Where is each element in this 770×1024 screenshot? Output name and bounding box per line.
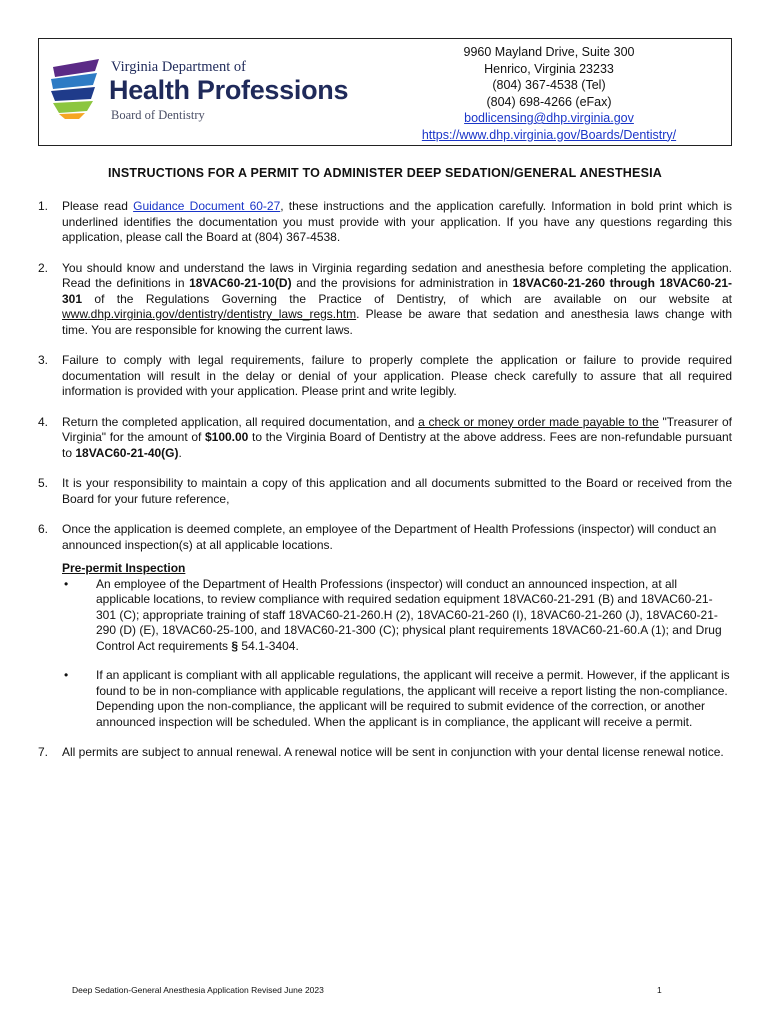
item-number: 5. [38,476,49,490]
contact-block [399,44,699,143]
item-text: It is your responsibility to maintain a copy of this application and all documents submitted to the Board or received from the Board for your future reference, [62,476,732,506]
page-number: 1 [657,985,662,995]
bullet-item [62,577,732,655]
footer-revision: Deep Sedation-General Anesthesia Application Revised June 2023 [72,985,324,995]
logo-department-text: Virginia Department of [111,59,246,75]
list-item [38,261,732,339]
virginia-state-icon [49,57,103,121]
fax-number: (804) 698-4266 (eFax) [486,94,612,109]
regulation-ref: 18VAC60-21-40(G) [75,445,179,460]
bullet-text: If an applicant is compliant with all applicable regulations, the applicant will receive a permit. However, if the applicant is found to be in non-compliance with applicable regulations, the applicant will receive a report listing the non-compliance. Depending upon the non-compliance, the applicant will be required to submit evidence of the correction, or another announced inspection will be scheduled. When the applicant is in compliance, the applicant will receive a permit. [96,668,730,729]
item-number: 2. [38,260,49,275]
page-title: INSTRUCTIONS FOR A PERMIT TO ADMINISTER DEEP SEDATION/GENERAL ANESTHESIA [107,166,663,180]
section-heading: Pre-permit Inspection [62,561,186,575]
website-link[interactable]: https://www.dhp.virginia.gov/Boards/Dentistry/ [421,127,677,142]
list-item [38,522,732,730]
item-number: 4. [38,414,49,429]
list-item [38,476,732,507]
letterhead-box [38,38,732,146]
item-text: . [178,445,182,460]
item-text: Failure to comply with legal requirements, failure to properly complete the application or failure to provide required documentation will result in the delay or denial of your application. Please check carefully to assure that all required information is provided with your application. Please print and write legibly. [62,353,732,398]
item-number: 1. [38,199,49,213]
item-text: to the Virginia Board of Dentistry at the above address. Fees are non-refundable pursuant to [62,430,732,460]
item-text: Please read [62,199,134,213]
section-symbol: § [231,638,239,653]
bullet-item [62,668,732,730]
item-number: 7. [38,745,49,759]
regulation-ref: 18VAC60-21-10(D) [189,276,292,290]
list-item [38,745,732,761]
item-text: of the Regulations Governing the Practice of Dentistry, of which are available on our website at [82,291,732,306]
email-link[interactable]: bodlicensing@dhp.virginia.gov [464,111,634,125]
item-number: 3. [38,353,49,367]
bullet-icon: • [64,668,69,682]
instructions-list [38,199,732,776]
fee-amount: $100.00 [204,430,249,444]
item-text: All permits are subject to annual renewal. A renewal notice will be sent in conjunction with your dental license renewal notice. [62,745,724,759]
list-item [38,353,732,400]
item-text: and the provisions for administration in [291,276,513,290]
laws-regs-url[interactable]: www.dhp.virginia.gov/dentistry/dentistry_laws_regs.htm [62,307,357,321]
guidance-document-link[interactable]: Guidance Document 60-27 [133,199,281,213]
address-city: Henrico, Virginia 23233 [484,61,614,76]
item-number: 6. [38,522,49,536]
item-text: You should know and understand the laws in Virginia regarding sedation and anesthesia before completing the application. Read the definitions in [62,260,732,290]
logo-health-professions-text: Health Professions [109,75,349,105]
item-text: Once the application is deemed complete, an employee of the Department of Health Professions (inspector) will conduct an announced inspection(s) at all applicable locations. [62,522,717,552]
bullet-text: 54.1-3404. [238,638,299,653]
item-text: Return the completed application, all required documentation, and [62,414,419,429]
item-text: , these instructions and the application carefully. Information in bold print which is underlined identifies the documentation you must provide with your application. If you have any questions regarding this application, please call the Board at (804) 367-4538. [62,199,732,244]
logo-board-text: Board of Dentistry [111,108,205,122]
bullet-icon: • [64,576,69,591]
list-item [38,199,732,246]
phone-number: (804) 367-4538 (Tel) [492,78,606,92]
bullet-text: An employee of the Department of Health Professions (inspector) will conduct an announced inspection, at all applicable locations, to review compliance with required sedation equipment 18VAC60-21-291 (B) and 18VAC60-21-301 (C); appropriate training of staff 18VAC60-21-260.H (2), 18VAC60-21-260 (I), 18VAC60-21-260 (J), 18VAC60-21-290 (D) (E), 18VAC60-25-100, and 18VAC60-21-300 (C); physical plant requirements 18VAC60-21-60.A (1); and Drug Control Act requirements [96,576,722,653]
payment-requirement: a check or money order made payable to the [418,414,659,429]
pre-permit-inspection-section [62,561,732,730]
list-item [38,415,732,462]
item-text: . Please be aware that sedation and anesthesia laws change with time. You are responsible for knowing the current laws. [62,307,732,337]
regulation-ref: 18VAC60-21-260 through 18VAC60-21-301 [62,276,732,306]
item-text: "Treasurer of Virginia" for the amount of [62,414,732,444]
dhp-logo [49,55,359,135]
address-street: 9960 Mayland Drive, Suite 300 [463,45,635,59]
